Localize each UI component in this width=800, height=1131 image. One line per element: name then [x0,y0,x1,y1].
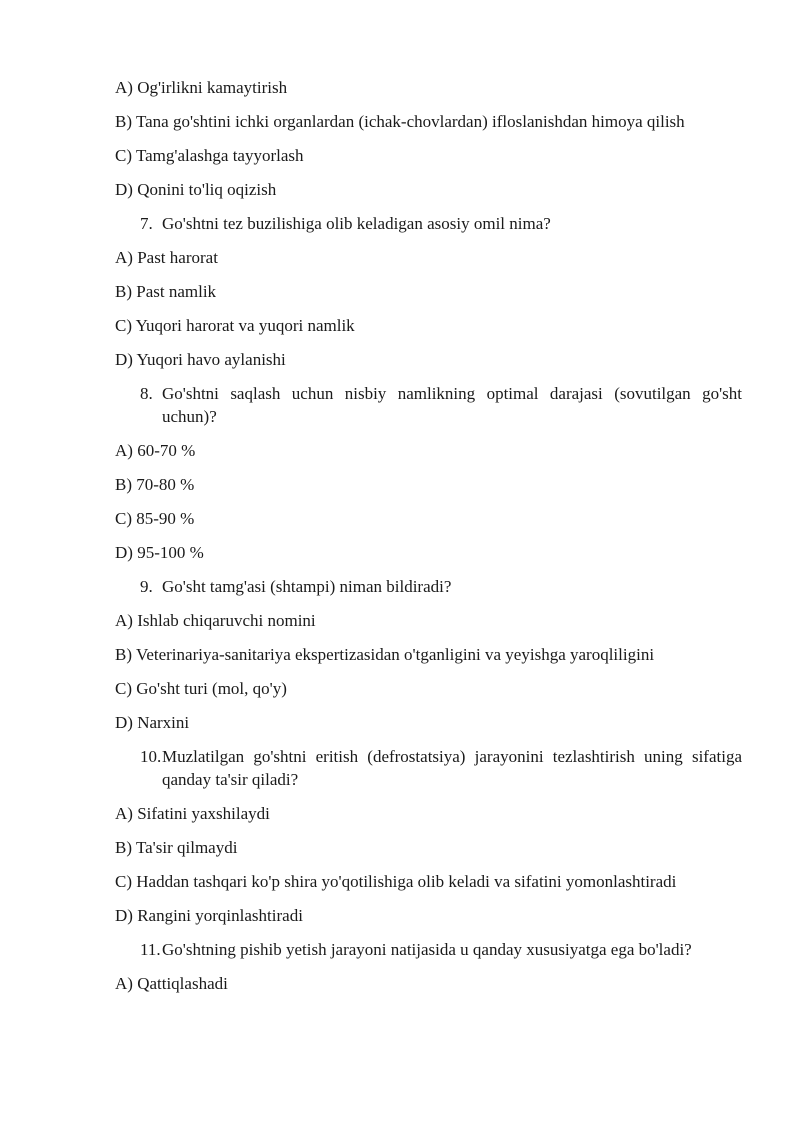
answer-option: A) Ishlab chiqaruvchi nomini [115,611,316,630]
question-item [140,575,742,598]
question-text: Go'shtni tez buzilishiga olib keladigan asosiy omil nima? [162,214,551,233]
question-list [115,76,742,1006]
answer-option: D) 95-100 % [115,543,204,562]
question-text: Go'shtni saqlash uchun nisbiy namlikning optimal darajasi (sovutilgan go'sht uchun)? [162,384,742,426]
question-number: 11. [140,940,161,959]
answer-option: A) 60-70 % [115,441,196,460]
answer-option: B) Past namlik [115,282,217,301]
answer-option: A) Sifatini yaxshilaydi [115,804,270,823]
answer-option: B) Veterinariya-sanitariya ekspertizasidan o'tganligini va yeyishga yaroqliligini [115,645,655,664]
answer-option: D) Narxini [115,713,190,732]
question-number: 7. [140,214,153,233]
answer-option: D) Rangini yorqinlashtiradi [115,906,303,925]
question-text: Go'sht tamg'asi (shtampi) niman bildiradi? [162,577,452,596]
answer-option: B) Ta'sir qilmaydi [115,838,238,857]
answer-option: B) Tana go'shtini ichki organlardan (ichak-chovlardan) ifloslanishdan himoya qilish [115,112,685,131]
answer-option: B) 70-80 % [115,475,195,494]
question-number: 10. [140,747,162,766]
answer-option: D) Yuqori havo aylanishi [115,350,286,369]
answer-option: D) Qonini to'liq oqizish [115,180,277,199]
question-text: Go'shtning pishib yetish jarayoni natijasida u qanday xususiyatga ega bo'ladi? [162,940,692,959]
answer-option: C) Haddan tashqari ko'p shira yo'qotilishiga olib keladi va sifatini yomonlashtiradi [115,872,677,891]
answer-option: C) 85-90 % [115,509,195,528]
answer-option: A) Qattiqlashadi [115,974,228,993]
answer-option: C) Yuqori harorat va yuqori namlik [115,316,355,335]
answer-option: A) Past harorat [115,248,218,267]
question-item [140,745,742,791]
answer-option: C) Tamg'alashga tayyorlash [115,146,304,165]
answer-option: A) Og'irlikni kamaytirish [115,78,288,97]
question-item [140,382,742,428]
question-number: 9. [140,577,153,596]
question-item [140,938,742,961]
question-item [140,212,742,235]
question-number: 8. [140,384,153,403]
question-text: Muzlatilgan go'shtni eritish (defrostatsiya) jarayonini tezlashtirish uning sifatiga qanday ta'sir qiladi? [162,747,742,789]
answer-option: C) Go'sht turi (mol, qo'y) [115,679,287,698]
